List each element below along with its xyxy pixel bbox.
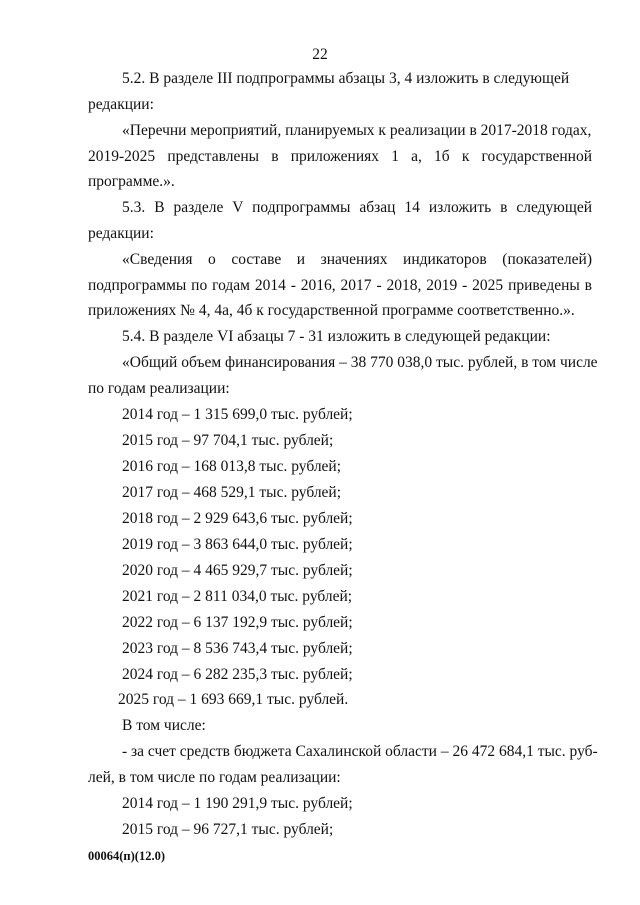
year-amount-2024: 2024 год – 6 282 235,3 тыс. рублей;: [122, 666, 353, 683]
quote-5-3-line-2: подпрограммы по годам 2014 - 2016, 2017 - 2018, 2019 - 2025 приведены в: [88, 277, 592, 294]
total-financing-line-2: по годам реализации:: [88, 380, 230, 397]
paragraph-5-2-line-1: 5.2. В разделе III подпрограммы абзацы 3, 4 изложить в следующей: [122, 70, 570, 87]
year-amount-2017: 2017 год – 468 529,1 тыс. рублей;: [122, 484, 342, 501]
quote-5-2-line-2: 2019-2025 представлены в приложениях 1 а, 1б к государственной: [88, 148, 592, 165]
year-amount-2014: 2014 год – 1 315 699,0 тыс. рублей;: [122, 406, 353, 423]
regional-year-amount-2015: 2015 год – 96 727,1 тыс. рублей;: [122, 821, 334, 838]
total-financing-line-1: «Общий объем финансирования – 38 770 038,0 тыс. рублей, в том числе: [122, 354, 598, 371]
regional-budget-line-2: лей, в том числе по годам реализации:: [88, 769, 341, 786]
year-amount-2018: 2018 год – 2 929 643,6 тыс. рублей;: [122, 510, 353, 527]
paragraph-5-2-line-2: редакции:: [88, 96, 154, 113]
quote-5-2-line-1: «Перечни мероприятий, планируемых к реализации в 2017-2018 годах,: [122, 122, 592, 139]
page-number: 22: [312, 46, 328, 63]
including-heading: В том числе:: [122, 717, 206, 734]
year-amount-2020: 2020 год – 4 465 929,7 тыс. рублей;: [122, 562, 353, 579]
year-amount-2025: 2025 год – 1 693 669,1 тыс. рублей.: [118, 691, 349, 708]
quote-5-3-line-1: «Сведения о составе и значениях индикаторов (показателей): [122, 251, 592, 268]
paragraph-5-4: 5.4. В разделе VI абзацы 7 - 31 изложить в следующей редакции:: [122, 328, 551, 345]
year-amount-2023: 2023 год – 8 536 743,4 тыс. рублей;: [122, 640, 353, 657]
quote-5-2-line-3: программе.».: [88, 173, 175, 190]
paragraph-5-3-line-2: редакции:: [88, 225, 154, 242]
quote-5-3-line-3: приложениях № 4, 4а, 4б к государственной программе соответственно.».: [88, 302, 575, 319]
regional-budget-line-1: - за счет средств бюджета Сахалинской области – 26 472 684,1 тыс. руб-: [122, 743, 598, 760]
year-amount-2015: 2015 год – 97 704,1 тыс. рублей;: [122, 432, 334, 449]
year-amount-2022: 2022 год – 6 137 192,9 тыс. рублей;: [122, 614, 353, 631]
year-amount-2019: 2019 год – 3 863 644,0 тыс. рублей;: [122, 536, 353, 553]
year-amount-2021: 2021 год – 2 811 034,0 тыс. рублей;: [122, 588, 353, 605]
year-amount-2016: 2016 год – 168 013,8 тыс. рублей;: [122, 458, 342, 475]
paragraph-5-3-line-1: 5.3. В разделе V подпрограммы абзац 14 изложить в следующей: [122, 199, 592, 216]
document-code: 00064(п)(12.0): [88, 849, 165, 863]
regional-year-amount-2014: 2014 год – 1 190 291,9 тыс. рублей;: [122, 795, 353, 812]
